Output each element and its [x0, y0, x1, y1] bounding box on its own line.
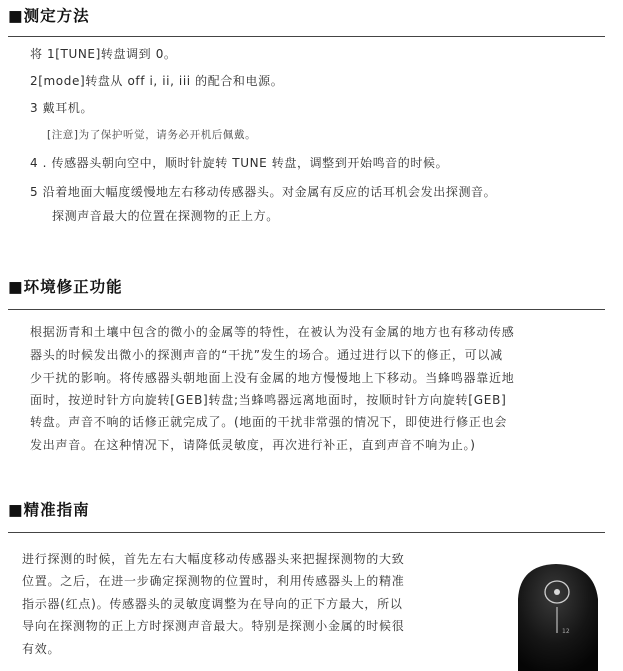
- environment-line-2: 器头的时候发出微小的探测声音的“干扰”发生的场合。通过进行以下的修正，可以减: [30, 348, 503, 362]
- precision-line-3: 指示器(红点)。传感器头的灵敏度调整为在导向的正下方最大，所以: [22, 597, 403, 611]
- sensor-head-photo: [510, 559, 606, 671]
- section-title-precision: ■精准指南: [8, 501, 90, 519]
- step-4: 4 . 传感器头朝向空中，顺时针旋转 TUNE 转盘，调整到开始鸣音的时候。: [30, 156, 449, 170]
- step-3-note: [注意]为了保护听觉，请务必开机后佩戴。: [47, 129, 257, 141]
- step-2: 2[mode]转盘从 off i, ii, iii 的配合和电源。: [30, 74, 284, 88]
- svg-text:12: 12: [562, 628, 570, 635]
- environment-line-6: 发出声音。在这种情况下，请降低灵敏度，再次进行补正，直到声音不响为止。): [30, 438, 476, 452]
- environment-line-4: 面时，按逆时针方向旋转[GEB]转盘;当蜂鸣器远离地面时，按顺时针方向旋转[GEB]: [30, 393, 507, 407]
- section-divider: [8, 36, 605, 37]
- section-divider: [8, 309, 605, 310]
- precision-line-1: 进行探测的时候，首先左右大幅度移动传感器头来把握探测物的大致: [22, 552, 405, 566]
- environment-line-1: 根据沥青和土壤中包含的微小的金属等的特性，在被认为没有金属的地方也有移动传感: [30, 325, 515, 339]
- precision-line-5: 有效。: [22, 642, 61, 656]
- section-title-measure: ■测定方法: [8, 7, 90, 25]
- step-5-continued: 探测声音最大的位置在探测物的正上方。: [52, 209, 279, 223]
- environment-line-3: 少干扰的影响。将传感器头朝地面上没有金属的地方慢慢地上下移动。当蜂鸣器靠近地: [30, 371, 515, 385]
- step-1: 将 1[TUNE]转盘调到 0。: [30, 47, 177, 61]
- environment-line-5: 转盘。声音不响的话修正就完成了。(地面的干扰非常强的情况下，即使进行修正也会: [30, 415, 508, 429]
- step-3: 3 戴耳机。: [30, 101, 94, 115]
- precision-line-4: 导向在探测物的正上方时探测声音最大。特别是探测小金属的时候很: [22, 619, 405, 633]
- section-title-environment: ■环境修正功能: [8, 278, 123, 296]
- section-divider: [8, 532, 605, 533]
- precision-line-2: 位置。之后，在进一步确定探测物的位置时，利用传感器头上的精准: [22, 574, 405, 588]
- step-5: 5 沿着地面大幅度缓慢地左右移动传感器头。对金属有反应的话耳机会发出探测音。: [30, 185, 497, 199]
